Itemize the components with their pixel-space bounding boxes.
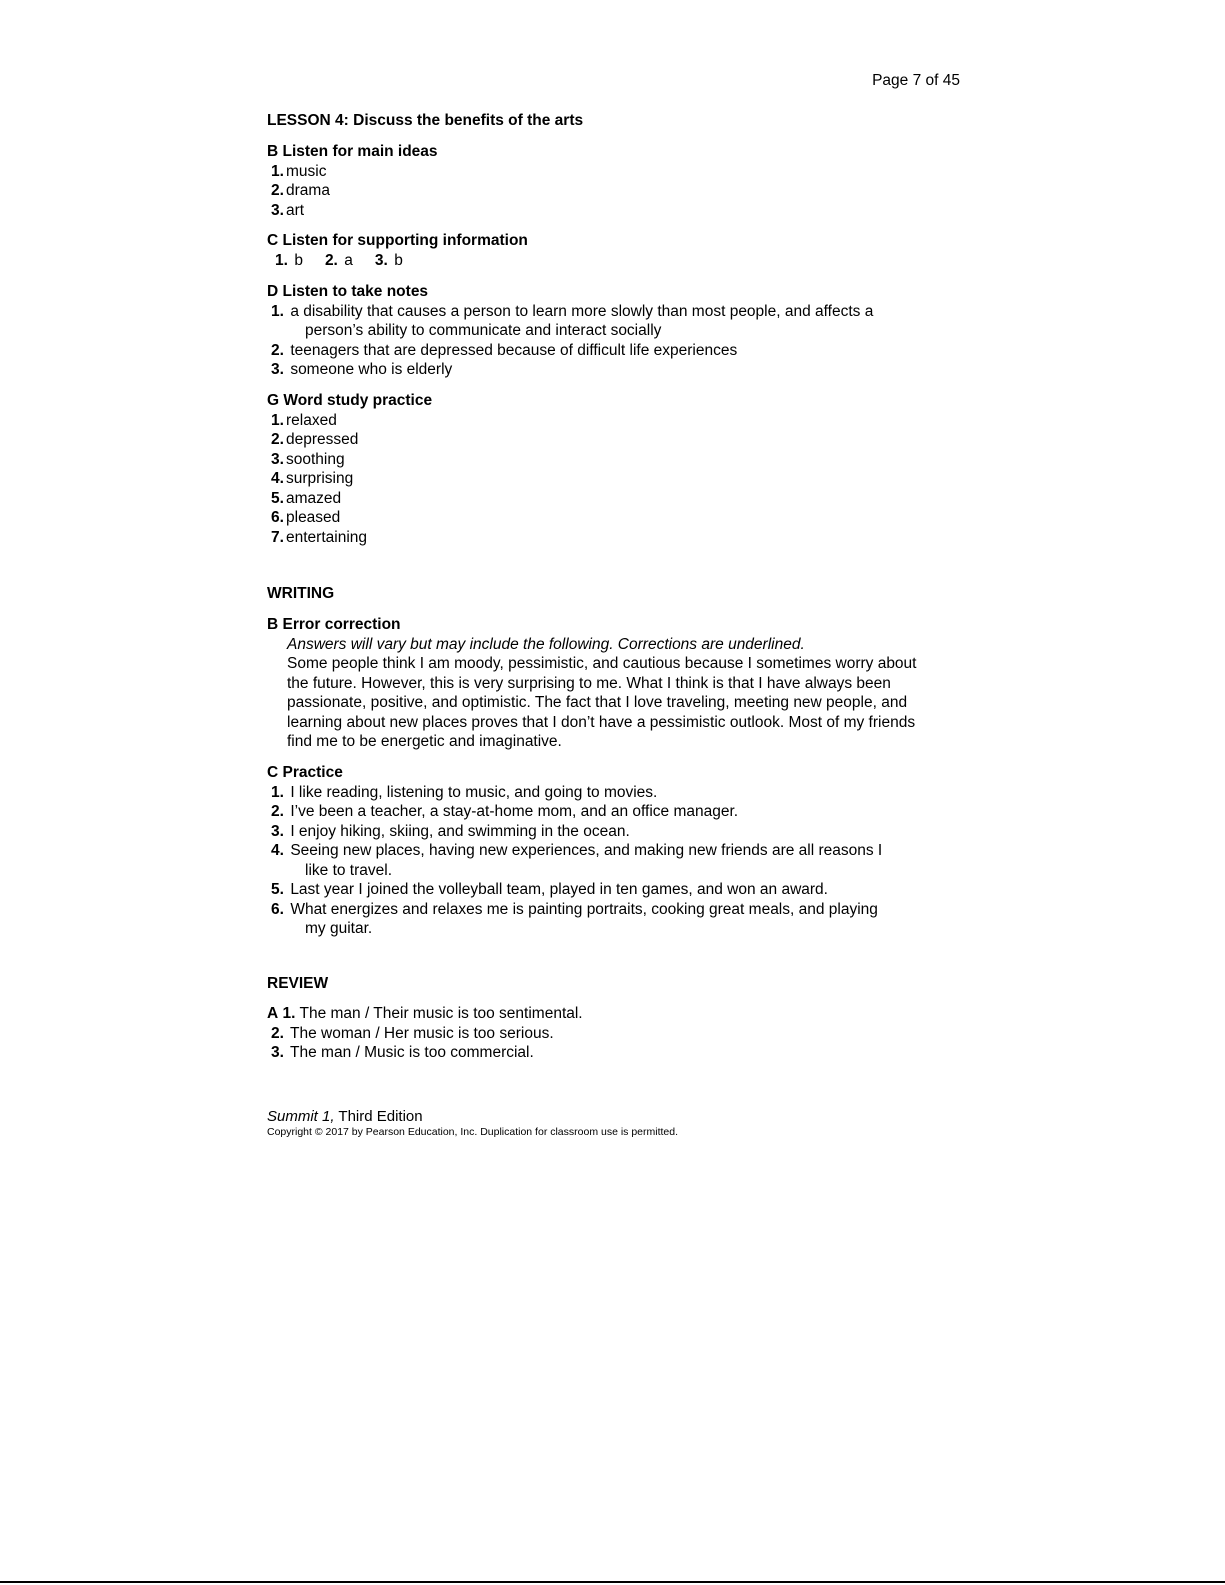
- list-item: 5. Last year I joined the volleyball team, played in ten games, and won an award.: [271, 881, 828, 898]
- list-item: 4. Seeing new places, having new experiences, and making new friends are all reasons I: [271, 842, 883, 859]
- section-listen-supporting-info: [267, 231, 967, 270]
- list-item: 2. The woman / Her music is too serious.: [271, 1024, 554, 1042]
- paragraph-line: passionate, positive, and optimistic. The fact that I love traveling, meeting new people, and: [287, 694, 908, 711]
- list-item: 2. depressed: [271, 431, 359, 448]
- list-item: 3. soothing: [271, 450, 345, 468]
- list-item: 2. teenagers that are depressed because of difficult life experiences: [271, 341, 738, 359]
- list-item: 3. art: [271, 201, 305, 219]
- paragraph-line: find me to be energetic and imaginative.: [287, 733, 562, 750]
- paragraph-line: learning about new places proves that I don’t have a pessimistic outlook. Most of my friends: [287, 713, 916, 731]
- section-heading: B Error correction: [267, 616, 401, 633]
- section-heading: G Word study practice: [267, 392, 433, 409]
- list-item: 3. someone who is elderly: [271, 361, 453, 378]
- list-item: 2. I’ve been a teacher, a stay-at-home mom, and an office manager.: [271, 803, 739, 820]
- page-footer: [267, 1108, 678, 1138]
- list-item: 1. music: [271, 162, 327, 180]
- copyright-notice: Copyright © 2017 by Pearson Education, Inc. Duplication for classroom use is permitted.: [267, 1126, 679, 1138]
- section-heading: C Practice: [267, 764, 343, 781]
- section-heading: D Listen to take notes: [267, 283, 429, 300]
- paragraph-line: Some people think I am moody, pessimistic, and cautious because I sometimes worry about: [287, 655, 917, 672]
- writing-title: WRITING: [267, 585, 335, 602]
- error-correction-paragraph: [267, 635, 967, 752]
- list-item: 6. pleased: [271, 509, 341, 526]
- instruction-note: Answers will vary but may include the following. Corrections are underlined.: [287, 635, 805, 653]
- list-item: 3. I enjoy hiking, skiing, and swimming in the ocean.: [271, 822, 630, 840]
- section-word-study: [267, 391, 967, 547]
- section-error-correction: [267, 615, 967, 752]
- section-heading: C Listen for supporting information: [267, 232, 528, 249]
- list-item: 1. relaxed: [271, 411, 337, 429]
- section-practice: [267, 763, 967, 939]
- book-title: Summit 1, Third Edition: [267, 1108, 423, 1125]
- list-item: 6. What energizes and relaxes me is painting portraits, cooking great meals, and playing: [271, 900, 878, 918]
- list-item: 2. drama: [271, 182, 330, 199]
- section-listen-take-notes: [267, 282, 967, 380]
- page-bottom-border: [0, 1581, 1225, 1583]
- section-review: [267, 1004, 967, 1063]
- list-item: 7. entertaining: [271, 528, 368, 546]
- list-item: 4. surprising: [271, 470, 354, 487]
- list-item: 1. a disability that causes a person to learn more slowly than most people, and affects a: [271, 302, 874, 320]
- answer-row: 1. b 2. a 3. b: [275, 251, 403, 269]
- section-heading: B Listen for main ideas: [267, 143, 438, 160]
- list-item: 5. amazed: [271, 489, 342, 507]
- list-item-continuation: person’s ability to communicate and interact socially: [305, 322, 662, 339]
- list-item-continuation: my guitar.: [305, 920, 373, 937]
- page-number: Page 7 of 45: [872, 72, 960, 89]
- list-item: 3. The man / Music is too commercial.: [271, 1044, 534, 1061]
- paragraph-line: the future. However, this is very surprising to me. What I think is that I have always been: [287, 674, 891, 692]
- review-title: REVIEW: [267, 975, 329, 992]
- list-item-continuation: like to travel.: [305, 861, 393, 879]
- list-item: A 1. The man / Their music is too sentimental.: [267, 1005, 583, 1022]
- section-listen-main-ideas: [267, 142, 967, 220]
- lesson-title: LESSON 4: Discuss the benefits of the arts: [267, 112, 584, 129]
- list-item: 1. I like reading, listening to music, and going to movies.: [271, 783, 658, 801]
